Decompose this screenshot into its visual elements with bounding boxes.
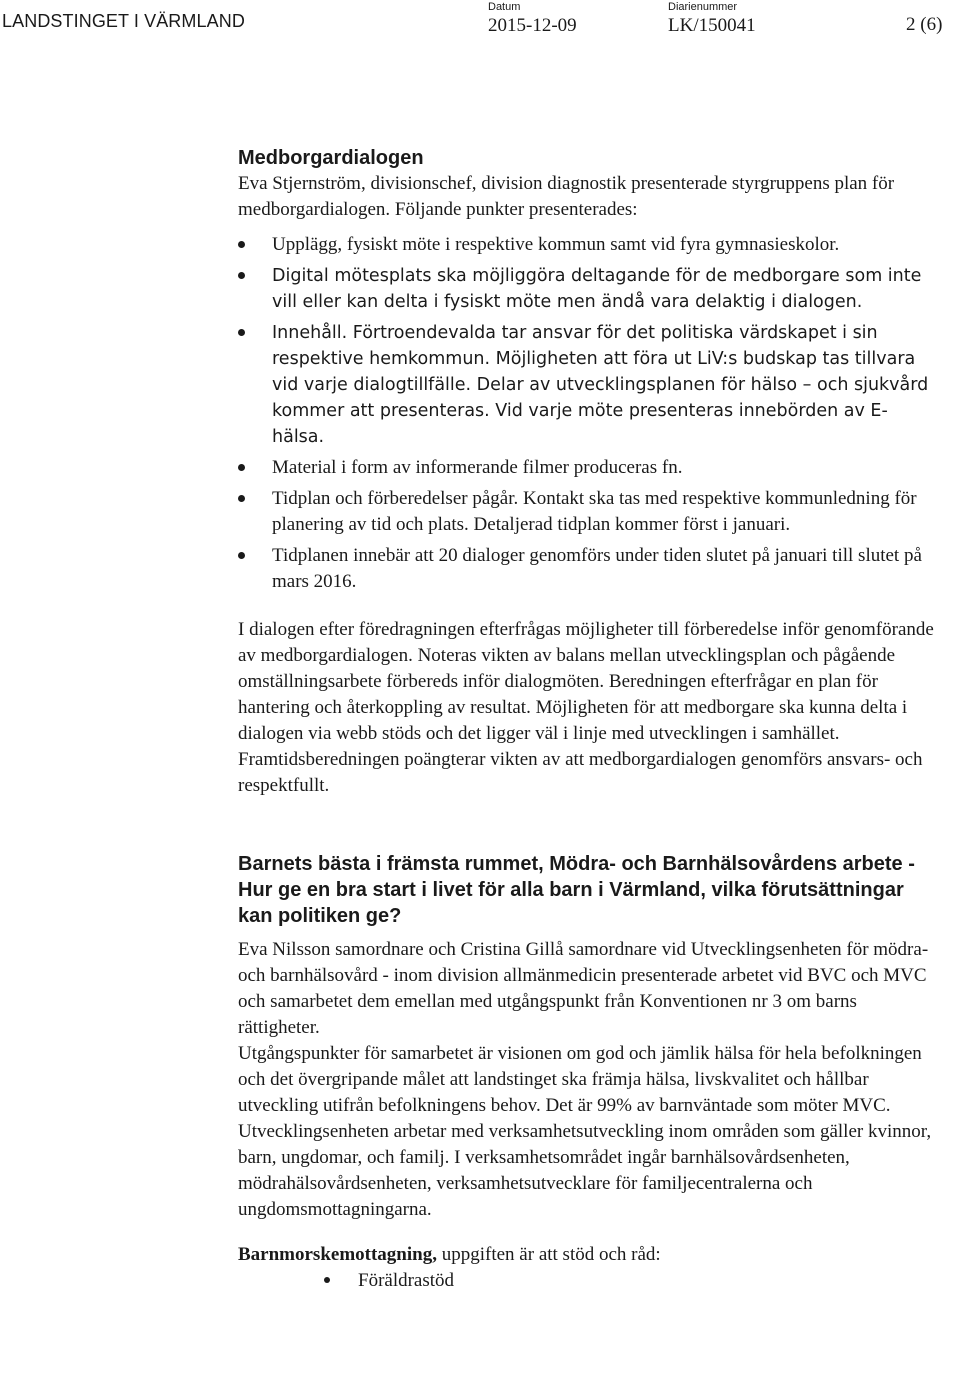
midwife-clinic-text: uppgiften är att stöd och råd: — [436, 1244, 661, 1265]
bullet-icon — [238, 272, 245, 279]
page-number: 2 (6) — [906, 14, 943, 35]
bullet-icon — [238, 241, 245, 248]
sub-bullet-list — [238, 1268, 938, 1294]
date-block — [488, 0, 577, 37]
section-heading-medborgardialogen: Medborgardialogen — [238, 147, 424, 169]
development-unit-paragraph: Utvecklingsenheten arbetar med verksamhetsutveckling inom områden som gäller kvinnor, barn, ungdomar, och familj. I verksamhetsområdet ingår barnhälsovårdsenheten, mödrahälsovårdsenheten, verksamhetsutvecklare för familjecentralerna och ungdomsmottagningarna. — [238, 1121, 932, 1220]
bullet-icon — [238, 495, 245, 502]
organization-name: LANDSTINGET I VÄRMLAND — [2, 11, 245, 31]
registration-label: Diarienummer — [668, 1, 738, 13]
section-intro: Eva Stjernström, divisionschef, division diagnostik presenterade styrgruppens plan för medborgardialogen. Följande punkter presenterades: — [238, 173, 895, 220]
midwife-clinic-label: Barnmorskemottagning, — [238, 1244, 437, 1265]
bullet-list — [238, 232, 938, 595]
bullet-icon — [324, 1277, 330, 1283]
date-label: Datum — [488, 1, 521, 13]
midwife-clinic-line — [238, 1242, 938, 1268]
bullet-icon — [238, 464, 245, 471]
list-item: Material i form av informerande filmer produceras fn. — [238, 455, 938, 481]
registration-number: LK/150041 — [668, 15, 756, 36]
list-item: Digital mötesplats ska möjliggöra deltagande för de medborgare som inte vill eller kan delta i fysiskt möte men ändå vara delaktig i dialogen. — [238, 263, 938, 315]
presenters-paragraph: Eva Nilsson samordnare och Cristina Gillå samordnare vid Utvecklingsenheten för mödra- och barnhälsovård - inom division allmänmedicin presenterade arbetet vid BVC och MVC och samarbetet dem emellan med utgångspunkt från Konventionen nr 3 om barns rättigheter. — [238, 939, 929, 1038]
list-item: Upplägg, fysiskt möte i respektive kommun samt vid fyra gymnasieskolor. — [238, 232, 938, 258]
discussion-paragraph: I dialogen efter föredragningen efterfrågas möjligheter till förberedelse inför genomförande av medborgardialogen. Noteras vikten av balans mellan utvecklingsplan och pågående omställningsarbete förbereds inför dialogmöten. Beredningen efterfrågar en plan för hantering och återkoppling av resultat. Möjligheten för att medborgare ska kunna delta i dialogen via webb stöds och det ligger väl i linje med utvecklingen i samhället. Framtidsberedningen poängterar vikten av att medborgardialogen genomförs ansvars- och respektfullt. — [238, 619, 934, 796]
section-heading-barnets-basta: Barnets bästa i främsta rummet, Mödra- och Barnhälsovårdens arbete - Hur ge en bra start i livet för alla barn i Värmland, vilka förutsättningar kan politiken ge? — [238, 853, 915, 927]
starting-points-paragraph: Utgångspunkter för samarbetet är visionen om god och jämlik hälsa för hela befolkningen och det övergripande målet att landstinget ska främja hälsa, livskvalitet och hållbar utveckling utifrån befolkningens behov. Det är 99% av barnväntade som möter MVC. — [238, 1043, 922, 1116]
list-item: Tidplan och förberedelser pågår. Kontakt ska tas med respektive kommunledning för planering av tid och plats. Detaljerad tidplan kommer först i januari. — [238, 486, 938, 538]
bullet-icon — [238, 552, 245, 559]
bullet-icon — [238, 329, 245, 336]
registration-block — [668, 0, 756, 37]
document-body — [238, 145, 938, 1294]
list-item: Innehåll. Förtroendevalda tar ansvar för det politiska värdskapet i sin respektive hemkommun. Möjligheten att föra ut LiV:s budskap tas tillvara vid varje dialogtillfälle. Delar av utvecklingsplanen för hälso – och sjukvård kommer att presenteras. Vid varje möte presenteras innebörden av E-hälsa. — [238, 320, 938, 450]
list-item: Tidplanen innebär att 20 dialoger genomförs under tiden slutet på januari till slutet på mars 2016. — [238, 543, 938, 595]
list-item: Föräldrastöd — [238, 1268, 938, 1294]
page-header — [0, 0, 960, 50]
date-value: 2015-12-09 — [488, 15, 577, 36]
